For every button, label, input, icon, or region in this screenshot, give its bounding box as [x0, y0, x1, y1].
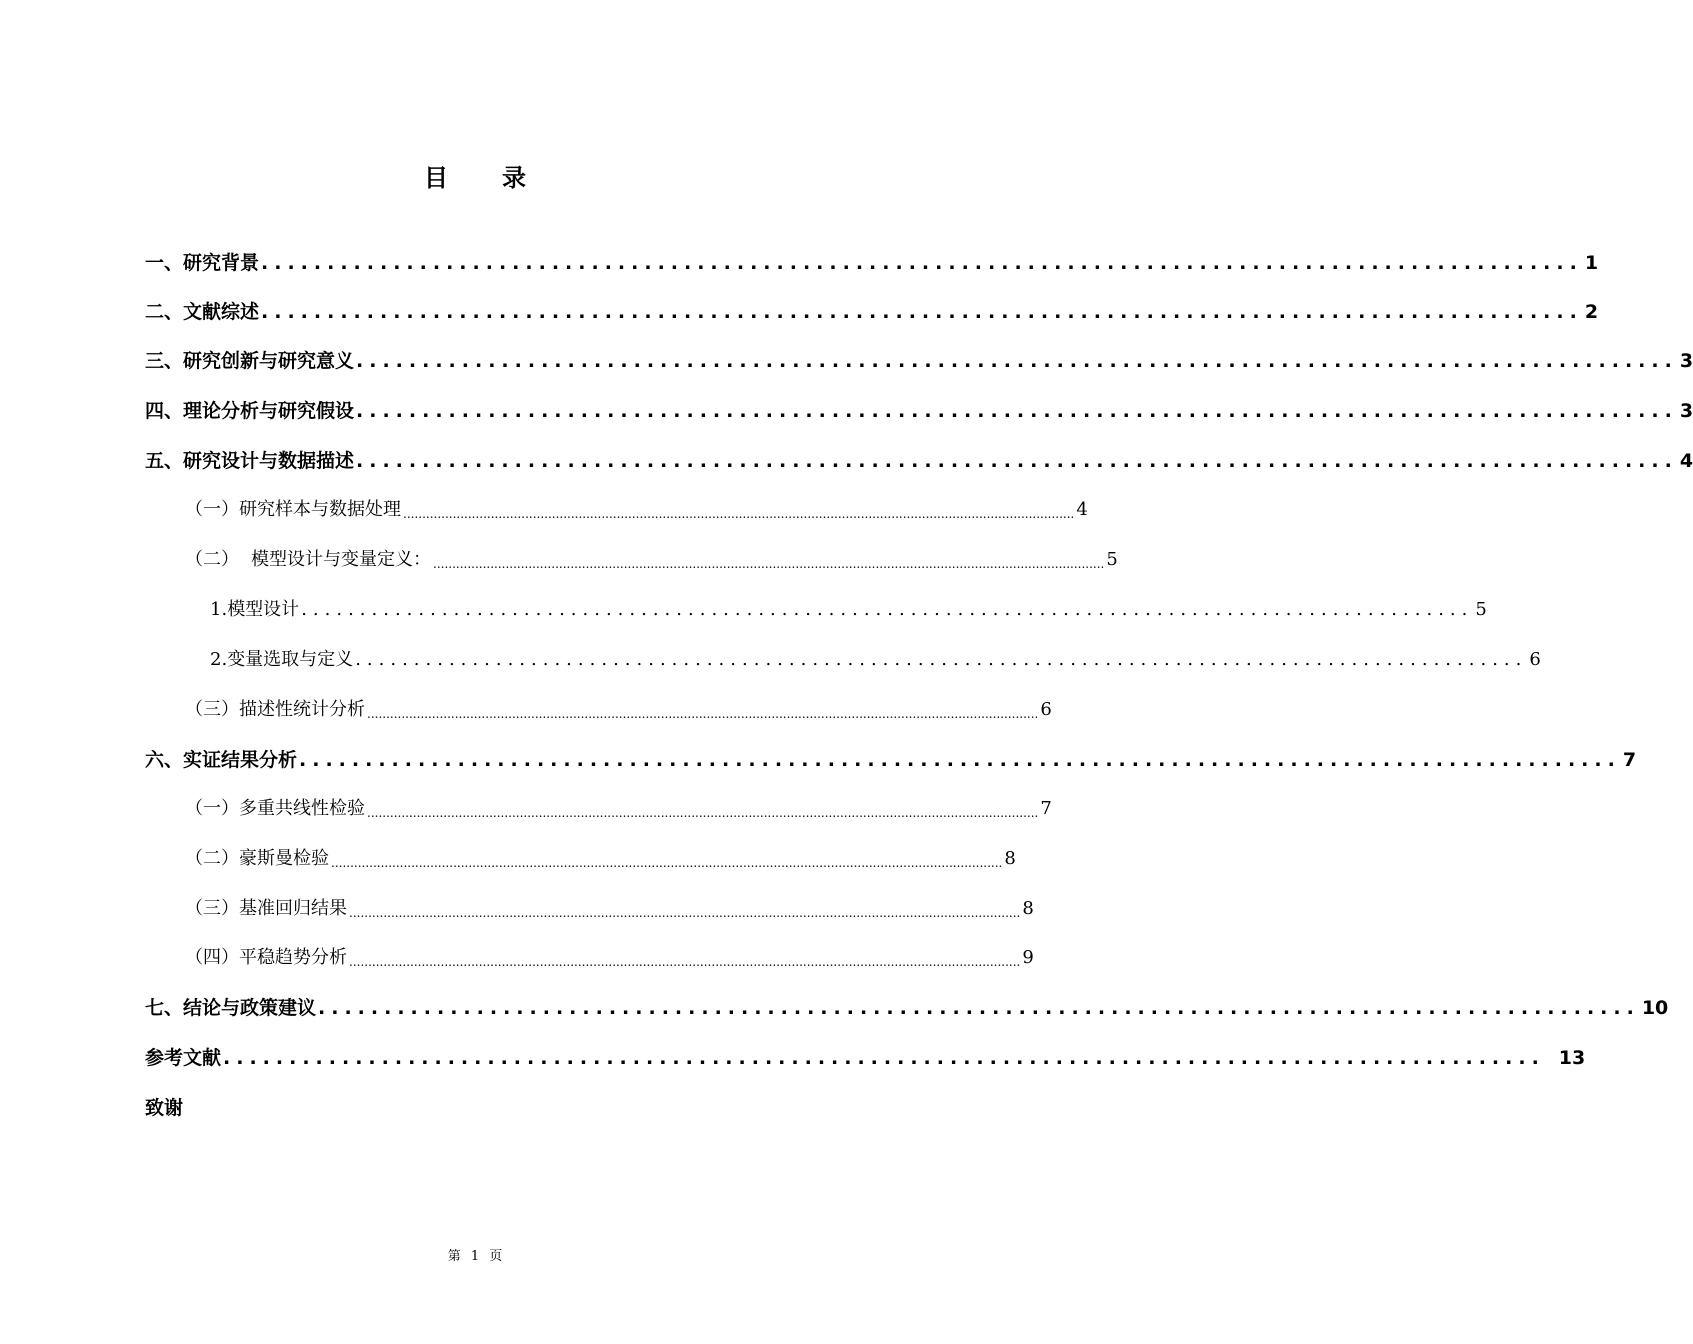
toc-entry-label: 基准回归结果 [239, 898, 347, 919]
toc-entry-research-background[interactable] [145, 248, 1599, 278]
toc-entry-number: 六、 [145, 749, 184, 771]
toc-entry-theory-hypothesis[interactable] [145, 396, 1693, 426]
toc-entry-baseline-regression[interactable] [185, 894, 1034, 924]
toc-dot-leader: .................................................................................................... [261, 301, 1583, 323]
toc-entry-label: 模型设计与变量定义： [251, 549, 431, 570]
toc-entry-number: （四） [185, 947, 239, 968]
toc-entry-label: 实证结果分析 [183, 749, 298, 771]
toc-entry-page: 7 [1622, 749, 1637, 771]
toc-entry-trend-analysis[interactable] [185, 943, 1034, 973]
toc-entry-page: 9 [1022, 947, 1034, 968]
toc-dot-leader: .................................................................................................... [355, 649, 1528, 670]
toc-entry-page: 1 [1584, 252, 1599, 274]
footer-prefix: 第 [447, 1249, 461, 1264]
toc-dot-leader: ................................................................................................................................................................................ [367, 707, 1039, 721]
toc-entry-page: 8 [1004, 848, 1016, 869]
toc-entry-page: 7 [1040, 798, 1052, 819]
toc-entry-descriptive-stats[interactable] [185, 695, 1052, 725]
toc-entry-number: 四、 [145, 400, 184, 422]
toc-entry-number: 七、 [145, 997, 184, 1019]
toc-entry-number: （二） [185, 848, 239, 869]
toc-dot-leader: ................................................................................................................................................................................ [433, 557, 1105, 571]
toc-entry-number: 2. [210, 649, 228, 670]
toc-dot-leader: .................................................................................................... [261, 252, 1583, 274]
toc-entry-label: 描述性统计分析 [239, 699, 365, 720]
toc-entry-page: 10 [1641, 997, 1669, 1019]
toc-entry-page: 5 [1106, 549, 1118, 570]
toc-entry-page: 3 [1679, 350, 1693, 372]
toc-entry-page: 4 [1076, 499, 1088, 520]
toc-entry-acknowledgements[interactable] [145, 1093, 183, 1123]
toc-entry-label: 模型设计 [227, 599, 300, 620]
toc-title-right: 录 [502, 164, 526, 192]
toc-entry-number: （三） [185, 898, 239, 919]
toc-entry-number: 三、 [145, 350, 184, 372]
toc-entry-multicollinearity[interactable] [185, 794, 1052, 824]
toc-entry-hausman-test[interactable] [185, 844, 1016, 874]
toc-dot-leader: ................................................................................................................................................................................ [403, 507, 1075, 521]
toc-entry-page: 3 [1679, 400, 1693, 422]
toc-entry-empirical-results[interactable] [145, 745, 1637, 775]
toc-entry-model-design[interactable] [210, 595, 1487, 625]
toc-entry-page: 13 [1558, 1047, 1586, 1069]
toc-title-left: 目 [424, 164, 448, 192]
toc-entry-label: 文献综述 [183, 301, 260, 323]
toc-dot-leader: .................................................................................................... [299, 749, 1621, 771]
toc-entry-label: 研究设计与数据描述 [183, 450, 355, 472]
toc-dot-leader: .................................................................................................... [318, 997, 1640, 1019]
toc-entry-model-variables[interactable] [185, 545, 1118, 575]
toc-dot-leader: .................................................................................................... [356, 450, 1678, 472]
toc-entry-label: 豪斯曼检验 [239, 848, 329, 869]
toc-entry-label: 参考文献 [145, 1047, 222, 1069]
toc-entry-research-design[interactable] [145, 446, 1693, 476]
toc-entry-page: 5 [1475, 599, 1487, 620]
toc-entry-innovation[interactable] [145, 346, 1693, 376]
toc-entry-number: （一） [185, 499, 239, 520]
toc-dot-leader: .................................................................................................... [356, 350, 1678, 372]
toc-entry-page: 6 [1040, 699, 1052, 720]
toc-entry-literature-review[interactable] [145, 297, 1599, 327]
toc-entry-label: 多重共线性检验 [239, 798, 365, 819]
toc-dot-leader: .................................................................................................... [356, 400, 1678, 422]
toc-dot-leader: .................................................................................................... [301, 599, 1474, 620]
toc-dot-leader: ................................................................................................................................................................................ [349, 906, 1021, 920]
page-footer [0, 1247, 950, 1267]
toc-dot-leader: ................................................................................................................................................................................ [331, 856, 1003, 870]
toc-entry-label: 平稳趋势分析 [239, 947, 347, 968]
toc-entry-page: 6 [1529, 649, 1541, 670]
toc-entry-references[interactable] [145, 1043, 1586, 1073]
toc-entry-number: 二、 [145, 301, 184, 323]
toc-entry-label: 研究背景 [183, 252, 260, 274]
footer-page-number: 1 [470, 1249, 480, 1264]
toc-entry-label: 研究创新与研究意义 [183, 350, 355, 372]
toc-entry-number: 五、 [145, 450, 184, 472]
toc-entry-page: 2 [1584, 301, 1599, 323]
toc-entry-label: 理论分析与研究假设 [183, 400, 355, 422]
toc-entry-page: 4 [1679, 450, 1693, 472]
toc-entry-number: 一、 [145, 252, 184, 274]
toc-entry-page: 8 [1022, 898, 1034, 919]
toc-entry-sample-data[interactable] [185, 495, 1088, 525]
toc-entry-label: 结论与政策建议 [183, 997, 317, 1019]
toc-dot-leader: .................................................................................................... [223, 1047, 1545, 1069]
toc-entry-number: （一） [185, 798, 239, 819]
toc-dot-leader: ................................................................................................................................................................................ [349, 955, 1021, 969]
toc-entry-conclusion[interactable] [145, 993, 1669, 1023]
footer-suffix: 页 [489, 1249, 503, 1264]
toc-entry-number: （三） [185, 699, 239, 720]
toc-entry-label: 致谢 [145, 1097, 184, 1119]
toc-entry-number: 1. [210, 599, 228, 620]
toc-entry-number: （二） [185, 549, 239, 570]
toc-entry-label: 变量选取与定义 [227, 649, 354, 670]
toc-entry-label: 研究样本与数据处理 [239, 499, 401, 520]
toc-dot-leader: ................................................................................................................................................................................ [367, 806, 1039, 820]
toc-entry-variable-selection[interactable] [210, 645, 1541, 675]
